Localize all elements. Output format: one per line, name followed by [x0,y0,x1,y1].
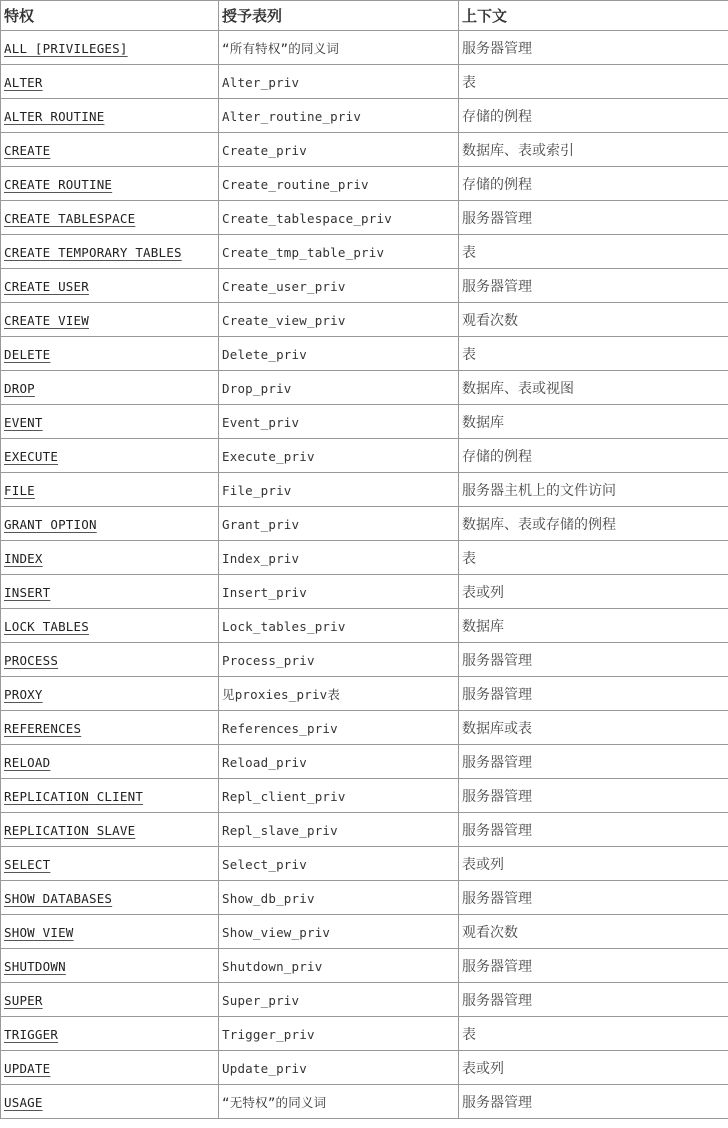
privilege-link[interactable]: DELETE [4,347,51,362]
grant-column-cell [219,541,459,575]
context-cell [459,133,728,167]
context-value: 表或列 [462,856,504,873]
grant-column-value: Delete_priv [222,347,307,362]
grant-column-cell [219,167,459,201]
privilege-link[interactable]: CREATE ROUTINE [4,177,113,192]
context-cell [459,1085,728,1119]
grant-column-value: Update_priv [222,1061,307,1076]
privilege-cell [1,881,219,915]
grant-column-cell [219,405,459,439]
context-value: 服务器管理 [462,788,532,805]
privilege-cell [1,983,219,1017]
context-value: 服务器管理 [462,992,532,1009]
privilege-link[interactable]: SHOW DATABASES [4,891,113,906]
grant-column-value: Execute_priv [222,449,315,464]
privilege-link[interactable]: REPLICATION CLIENT [4,789,144,804]
context-cell [459,439,728,473]
context-value: 观看次数 [462,924,518,941]
table-row [1,65,728,99]
privilege-cell [1,167,219,201]
privilege-link[interactable]: CREATE TABLESPACE [4,211,136,226]
privilege-link[interactable]: ALTER ROUTINE [4,109,105,124]
grant-column-cell [219,1085,459,1119]
context-cell [459,541,728,575]
table-row [1,235,728,269]
header-context: 上下文 [459,1,728,31]
context-cell [459,371,728,405]
grant-column-cell [219,473,459,507]
privilege-cell [1,643,219,677]
context-value: 表 [462,550,476,567]
privilege-cell [1,439,219,473]
grant-column-cell [219,507,459,541]
context-cell [459,575,728,609]
table-row [1,371,728,405]
context-cell [459,1017,728,1051]
grant-column-value: Process_priv [222,653,315,668]
context-cell [459,643,728,677]
context-cell [459,65,728,99]
context-value: 表 [462,1026,476,1043]
context-cell [459,881,728,915]
grant-column-cell [219,133,459,167]
grant-column-cell [219,609,459,643]
privilege-link[interactable]: CREATE [4,143,51,158]
context-value: 表或列 [462,584,504,601]
table-row [1,881,728,915]
privilege-cell [1,31,219,65]
privilege-cell [1,371,219,405]
privilege-link[interactable]: SELECT [4,857,51,872]
grant-column-value: Drop_priv [222,381,292,396]
privilege-link[interactable]: DROP [4,381,35,396]
context-value: 服务器管理 [462,754,532,771]
table-row [1,31,728,65]
privilege-link[interactable]: ALTER [4,75,43,90]
privilege-link[interactable]: PROXY [4,687,43,702]
table-row [1,541,728,575]
table-row [1,745,728,779]
grant-column-value: Index_priv [222,551,300,566]
context-value: 服务器管理 [462,210,532,227]
privilege-link[interactable]: CREATE USER [4,279,89,294]
context-cell [459,31,728,65]
grant-column-value: Shutdown_priv [222,959,323,974]
table-row [1,847,728,881]
privilege-link[interactable]: INSERT [4,585,51,600]
table-row [1,201,728,235]
grant-column-cell [219,65,459,99]
privilege-cell [1,303,219,337]
context-cell [459,235,728,269]
grant-column-cell [219,371,459,405]
table-row [1,949,728,983]
privilege-link[interactable]: PROCESS [4,653,59,668]
context-cell [459,507,728,541]
table-row [1,99,728,133]
context-value: 数据库 [462,414,504,431]
table-row [1,439,728,473]
privilege-cell [1,133,219,167]
context-cell [459,99,728,133]
context-cell [459,983,728,1017]
context-value: 服务器管理 [462,686,532,703]
context-value: 服务器管理 [462,40,532,57]
table-row [1,983,728,1017]
table-row [1,1017,728,1051]
privilege-link[interactable]: TRIGGER [4,1027,59,1042]
grant-column-value: Reload_priv [222,755,307,770]
context-cell [459,779,728,813]
context-cell [459,473,728,507]
privilege-link[interactable]: SHUTDOWN [4,959,66,974]
grant-column-value: Alter_priv [222,75,300,90]
context-cell [459,405,728,439]
header-grant-column: 授予表列 [219,1,459,31]
privilege-link[interactable]: SHOW VIEW [4,925,74,940]
context-cell [459,609,728,643]
privilege-link[interactable]: EXECUTE [4,449,59,464]
table-row [1,813,728,847]
context-cell [459,167,728,201]
context-cell [459,711,728,745]
grant-column-value: “所有特权”的同义词 [222,41,340,56]
context-cell [459,745,728,779]
grant-column-value: Create_tablespace_priv [222,211,392,226]
context-value: 存储的例程 [462,108,532,125]
header-privilege: 特权 [1,1,219,31]
context-value: 观看次数 [462,312,518,329]
privilege-link[interactable]: REPLICATION SLAVE [4,823,136,838]
context-value: 表 [462,244,476,261]
table-row [1,779,728,813]
context-value: 表 [462,74,476,91]
grant-column-cell [219,949,459,983]
privilege-link[interactable]: CREATE TEMPORARY TABLES [4,245,182,260]
grant-column-value: Create_user_priv [222,279,346,294]
context-value: 数据库、表或视图 [462,380,574,397]
grant-column-value: Show_db_priv [222,891,315,906]
table-row [1,303,728,337]
table-row [1,405,728,439]
privilege-cell [1,541,219,575]
context-value: 表或列 [462,1060,504,1077]
grant-column-cell [219,235,459,269]
grant-column-cell [219,99,459,133]
privilege-cell [1,745,219,779]
context-cell [459,1051,728,1085]
grant-column-value: “无特权”的同义词 [222,1095,327,1110]
context-cell [459,269,728,303]
grant-column-cell [219,677,459,711]
grant-column-cell [219,337,459,371]
context-value: 服务器管理 [462,1094,532,1111]
grant-column-cell [219,881,459,915]
grant-column-cell [219,915,459,949]
privilege-link[interactable]: RELOAD [4,755,51,770]
grant-column-value: Create_routine_priv [222,177,369,192]
context-value: 服务器管理 [462,890,532,907]
privilege-link[interactable]: REFERENCES [4,721,82,736]
grant-column-cell [219,983,459,1017]
table-row [1,575,728,609]
context-value: 服务器管理 [462,652,532,669]
privilege-cell [1,1085,219,1119]
grant-column-value: Repl_client_priv [222,789,346,804]
privilege-cell [1,609,219,643]
privilege-cell [1,847,219,881]
privilege-link[interactable]: FILE [4,483,35,498]
privilege-cell [1,405,219,439]
privilege-link[interactable]: UPDATE [4,1061,51,1076]
grant-column-value: Alter_routine_priv [222,109,362,124]
grant-column-value: Super_priv [222,993,300,1008]
context-cell [459,847,728,881]
privilege-link[interactable]: SUPER [4,993,43,1008]
privilege-cell [1,1017,219,1051]
context-cell [459,677,728,711]
privilege-cell [1,1051,219,1085]
grant-column-value: Repl_slave_priv [222,823,338,838]
context-value: 服务器主机上的文件访问 [462,482,616,499]
table-row [1,507,728,541]
grant-column-cell [219,575,459,609]
table-body [1,31,728,1119]
context-value: 服务器管理 [462,822,532,839]
privilege-cell [1,337,219,371]
privilege-cell [1,235,219,269]
grant-column-cell [219,745,459,779]
grant-column-value: Trigger_priv [222,1027,315,1042]
privilege-cell [1,779,219,813]
grant-column-cell [219,1017,459,1051]
grant-column-value: Create_priv [222,143,307,158]
table-row [1,609,728,643]
context-value: 存储的例程 [462,176,532,193]
privilege-link[interactable]: ALL [PRIVILEGES] [4,41,128,56]
grant-column-value: Insert_priv [222,585,307,600]
context-cell [459,337,728,371]
table-row [1,1085,728,1119]
grant-column-value: 见proxies_priv表 [222,687,341,702]
privilege-cell [1,813,219,847]
privilege-link[interactable]: GRANT OPTION [4,517,97,532]
privilege-link[interactable]: INDEX [4,551,43,566]
grant-column-cell [219,779,459,813]
context-cell [459,303,728,337]
privilege-cell [1,507,219,541]
context-value: 数据库 [462,618,504,635]
privilege-link[interactable]: USAGE [4,1095,43,1110]
grant-column-value: Lock_tables_priv [222,619,346,634]
grant-column-cell [219,1051,459,1085]
grant-column-value: Create_view_priv [222,313,346,328]
privilege-cell [1,99,219,133]
context-value: 服务器管理 [462,958,532,975]
context-cell [459,949,728,983]
context-value: 表 [462,346,476,363]
context-cell [459,813,728,847]
context-value: 数据库或表 [462,720,532,737]
table-row [1,269,728,303]
grant-column-value: Select_priv [222,857,307,872]
context-cell [459,201,728,235]
table-row [1,643,728,677]
privilege-cell [1,915,219,949]
privilege-cell [1,269,219,303]
table-row [1,677,728,711]
grant-column-value: File_priv [222,483,292,498]
privilege-link[interactable]: CREATE VIEW [4,313,89,328]
table-row [1,711,728,745]
grant-column-cell [219,847,459,881]
grant-column-cell [219,269,459,303]
table-row [1,473,728,507]
context-value: 服务器管理 [462,278,532,295]
privilege-link[interactable]: EVENT [4,415,43,430]
table-row [1,337,728,371]
grant-column-value: Create_tmp_table_priv [222,245,385,260]
privilege-cell [1,711,219,745]
table-row [1,133,728,167]
privilege-link[interactable]: LOCK TABLES [4,619,89,634]
context-value: 存储的例程 [462,448,532,465]
grant-column-cell [219,201,459,235]
privilege-cell [1,65,219,99]
grant-column-value: References_priv [222,721,338,736]
header-row [1,1,728,31]
grant-column-cell [219,303,459,337]
context-cell [459,915,728,949]
context-value: 数据库、表或索引 [462,142,574,159]
privilege-cell [1,575,219,609]
grant-column-value: Show_view_priv [222,925,331,940]
table-row [1,915,728,949]
context-value: 数据库、表或存储的例程 [462,516,616,533]
grant-column-value: Event_priv [222,415,300,430]
privilege-cell [1,201,219,235]
grant-column-cell [219,439,459,473]
privilege-cell [1,473,219,507]
privilege-cell [1,949,219,983]
grant-column-value: Grant_priv [222,517,300,532]
grant-column-cell [219,643,459,677]
grant-column-cell [219,813,459,847]
table-row [1,167,728,201]
privilege-cell [1,677,219,711]
table-row [1,1051,728,1085]
table-header [1,1,728,31]
grant-column-cell [219,31,459,65]
grant-column-cell [219,711,459,745]
